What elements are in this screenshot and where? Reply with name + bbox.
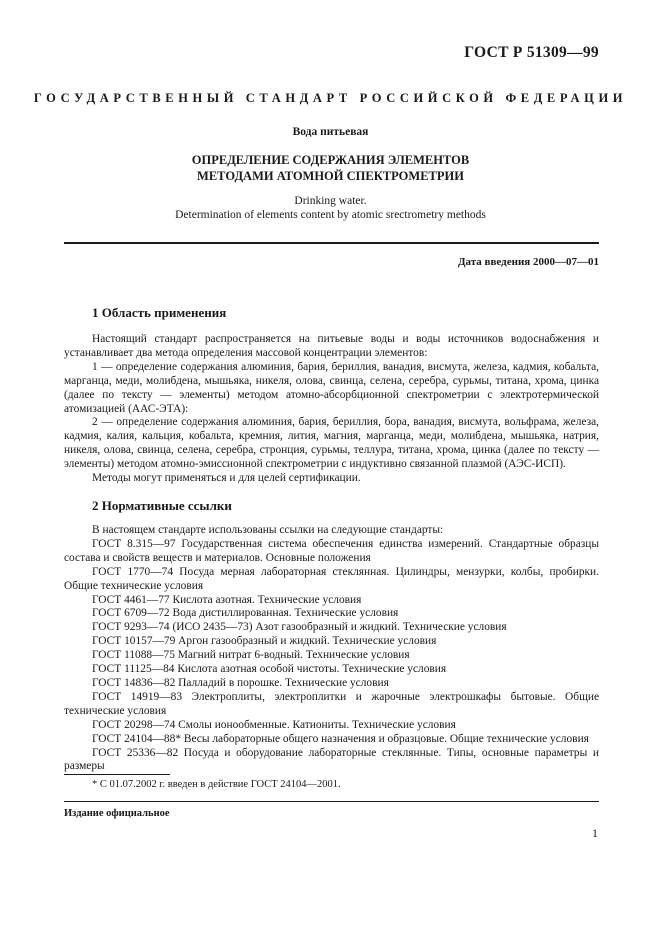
reference-item: ГОСТ 9293—74 (ИСО 2435—73) Азот газообразный и жидкий. Технические условия [92, 621, 507, 634]
english-title-line: Drinking water. [294, 195, 367, 207]
reference-item: ГОСТ 10157—79 Аргон газообразный и жидкий. Технические условия [92, 635, 437, 648]
section-scope-body [64, 333, 599, 486]
page-number: 1 [592, 826, 598, 840]
header-divider [64, 242, 599, 244]
english-title [0, 194, 661, 222]
reference-item: ГОСТ 14919—83 Электроплиты, электроплитки и жарочные электрошкафы бытовые. Общие технические условия [64, 690, 599, 717]
footer-divider [64, 801, 599, 802]
footnote-divider [64, 774, 170, 775]
reference-item: ГОСТ 24104—88* Весы лабораторные общего назначения и образцовые. Общие технические условия [92, 732, 589, 745]
gost-code: ГОСТ Р 51309—99 [464, 44, 599, 61]
document-title [0, 152, 661, 184]
title-line: ОПРЕДЕЛЕНИЕ СОДЕРЖАНИЯ ЭЛЕМЕНТОВ [191, 153, 470, 167]
title-line: МЕТОДАМИ АТОМНОЙ СПЕКТРОМЕТРИИ [197, 169, 464, 183]
section-heading-references: 2 Нормативные ссылки [92, 498, 232, 513]
paragraph: Настоящий стандарт распространяется на питьевые воды и воды источников водоснабжения и устанавливает два метода определения массовой концентрации элементов: [64, 333, 599, 359]
paragraph: 1 — определение содержания алюминия, бария, бериллия, ванадия, висмута, железа, кадмия, кобальта, марганца, меди, молибдена, мышьяка, никеля, олова, свинца, селена, серебра, сурьмы, титана, хрома, цинка (далее по тексту — элементы) методом атомно-абсорбционной спектрометрии с электротермической атомизацией (ААС-ЭТА): [64, 360, 599, 415]
reference-item: ГОСТ 25336—82 Посуда и оборудование лабораторные стеклянные. Типы, основные параметры и размеры [64, 746, 599, 773]
reference-item: ГОСТ 6709—72 Вода дистиллированная. Технические условия [92, 607, 399, 620]
paragraph: В настоящем стандарте использованы ссылки на следующие стандарты: [92, 524, 444, 536]
official-edition-label: Издание официальное [64, 808, 170, 819]
reference-item: ГОСТ 20298—74 Смолы ионообменные. Катиониты. Технические условия [92, 718, 456, 731]
reference-item: ГОСТ 14836—82 Палладий в порошке. Технические условия [92, 676, 389, 689]
paragraph: 2 — определение содержания алюминия, бария, бериллия, бора, ванадия, висмута, вольфрама, железа, кадмия, калия, кальция, кобальта, кремния, лития, магния, марганца, меди, молибдена, мышьяка, натрия, никеля, олова, свинца, селена, серебра, стронция, сурьмы, теллура, титана, хрома, цинка (далее по тексту — элементы) методом атомно-эмиссионной спектрометрии с индуктивно связанной плазмой (АЭС-ИСП). [64, 416, 599, 471]
section-references-body [64, 524, 599, 774]
section-heading-scope: 1 Область применения [92, 305, 227, 320]
reference-item: ГОСТ 4461—77 Кислота азотная. Технические условия [92, 593, 362, 606]
footnote: * С 01.07.2002 г. введен в действие ГОСТ 24104—2001. [92, 779, 341, 790]
paragraph: Методы могут применяться и для целей сертификации. [92, 472, 361, 485]
reference-item: ГОСТ 8.315—97 Государственная система обеспечения единства измерений. Стандартные образцы состава и свойств веществ и материалов. Основные положения [64, 537, 599, 564]
reference-item: ГОСТ 11088—75 Магний нитрат 6-водный. Технические условия [92, 649, 410, 662]
reference-item: ГОСТ 1770—74 Посуда мерная лабораторная стеклянная. Цилиндры, мензурки, колбы, пробирки. Общие технические условия [64, 565, 599, 592]
introduction-date: Дата введения 2000—07—01 [457, 256, 599, 268]
document-subject: Вода питьевая [292, 126, 369, 138]
english-title-line: Determination of elements content by atomic srectrometry methods [175, 209, 486, 221]
state-standard-title: ГОСУДАРСТВЕННЫЙ СТАНДАРТ РОССИЙСКОЙ ФЕДЕРАЦИИ [33, 91, 628, 105]
reference-item: ГОСТ 11125—84 Кислота азотная особой чистоты. Технические условия [92, 663, 447, 676]
